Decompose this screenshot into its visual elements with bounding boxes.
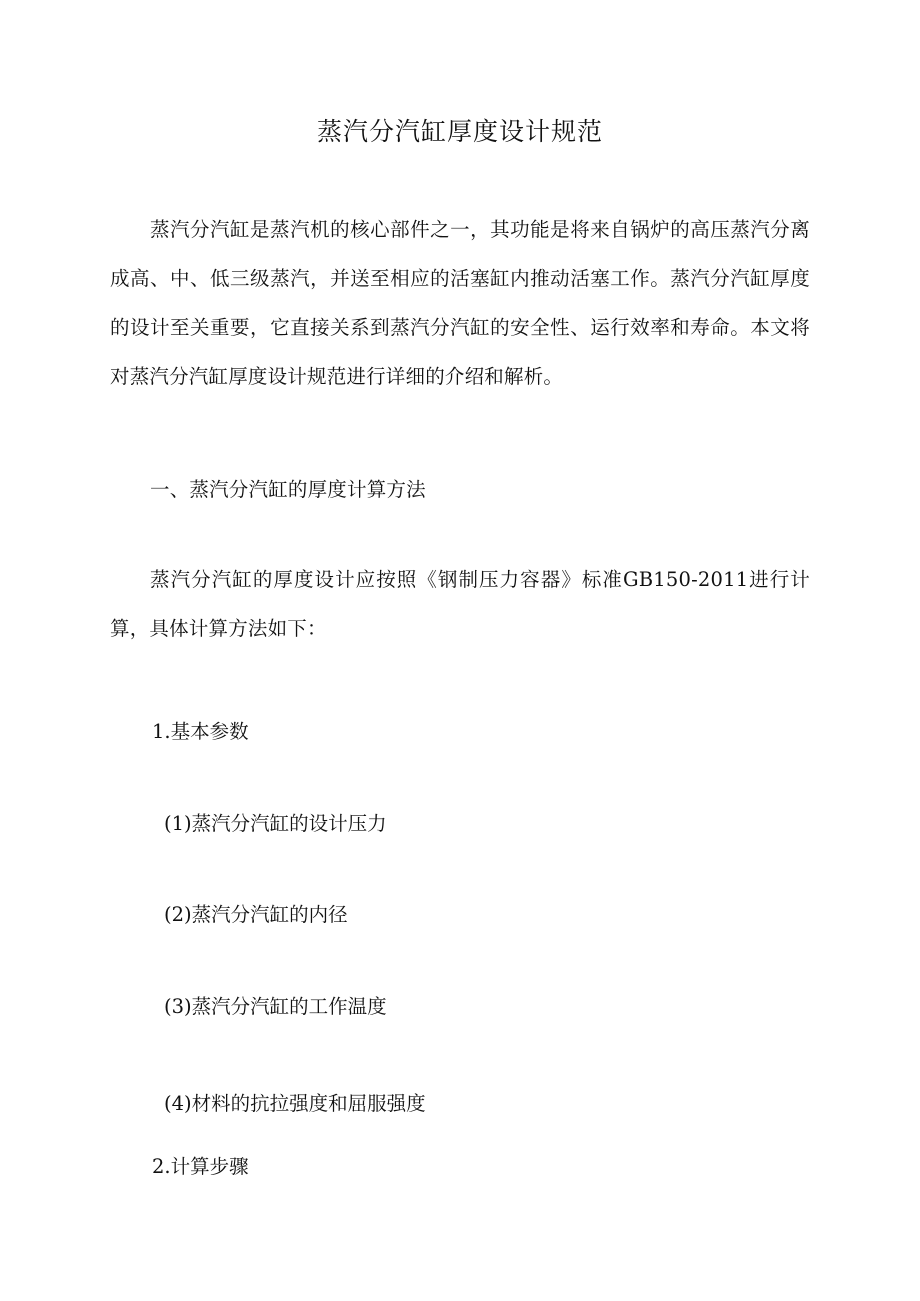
- param-item-inner-diameter: (2)蒸汽分汽缸的内径: [164, 903, 348, 926]
- subheading-calculation-steps: 2.计算步骤: [152, 1155, 249, 1178]
- section-paragraph-standard: 蒸汽分汽缸的厚度设计应按照《钢制压力容器》标准GB150-2011进行计算，具体计算方法如下：: [110, 568, 810, 640]
- param-item-working-temperature: (3)蒸汽分汽缸的工作温度: [164, 995, 387, 1018]
- param-item-design-pressure: (1)蒸汽分汽缸的设计压力: [164, 812, 387, 835]
- subheading-basic-parameters: 1.基本参数: [152, 720, 249, 743]
- section-heading-thickness-calculation: 一、蒸汽分汽缸的厚度计算方法: [150, 478, 426, 501]
- param-item-material-strength: (4)材料的抗拉强度和屈服强度: [164, 1092, 426, 1115]
- document-title: 蒸汽分汽缸厚度设计规范: [316, 117, 603, 146]
- intro-paragraph: 蒸汽分汽缸是蒸汽机的核心部件之一，其功能是将来自锅炉的高压蒸汽分离成高、中、低三级蒸汽，并送至相应的活塞缸内推动活塞工作。蒸汽分汽缸厚度的设计至关重要，它直接关系到蒸汽分汽缸的安全性、运行效率和寿命。本文将对蒸汽分汽缸厚度设计规范进行详细的介绍和解析。: [110, 218, 810, 388]
